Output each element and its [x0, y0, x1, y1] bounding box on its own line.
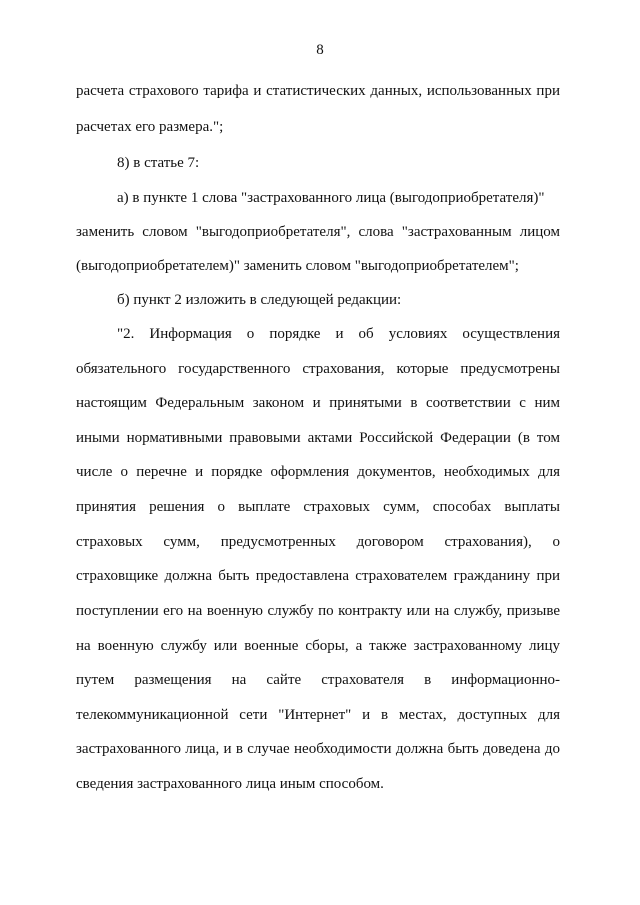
page-number: 8 — [316, 42, 324, 58]
text-line: 8) в статье 7: — [117, 155, 200, 171]
text-line: сведения застрахованного лица иным способом. — [76, 776, 384, 792]
text-line: страховых сумм, предусмотренных договором страхования), о — [76, 534, 560, 550]
text-line: застрахованного лица, и в случае необходимости должна быть доведена до — [76, 741, 560, 757]
text-line: путем размещения на сайте страхователя в информационно- — [76, 672, 560, 688]
text-line: а) в пункте 1 слова "застрахованного лица (выгодоприобретателя)" — [117, 190, 545, 206]
text-line: заменить словом "выгодоприобретателя", слова "застрахованным лицом — [76, 224, 560, 240]
text-line: (выгодоприобретателем)" заменить словом "выгодоприобретателем"; — [76, 258, 519, 274]
text-line: числе о перечне и порядке оформления документов, необходимых для — [76, 464, 560, 480]
text-line: б) пункт 2 изложить в следующей редакции: — [117, 292, 402, 308]
text-line: на военную службу или военные сборы, а также застрахованному лицу — [76, 638, 560, 654]
text-line: поступлении его на военную службу по контракту или на службу, призыве — [76, 603, 560, 619]
text-line: иными нормативными правовыми актами Российской Федерации (в том — [76, 430, 560, 446]
text-line: "2. Информация о порядке и об условиях осуществления — [117, 326, 560, 342]
text-line: настоящим Федеральным законом и принятыми в соответствии с ним — [76, 395, 560, 411]
text-line: расчетах его размера."; — [76, 119, 224, 135]
text-line: страховщике должна быть предоставлена страхователем гражданину при — [76, 568, 560, 584]
text-line: принятия решения о выплате страховых сумм, способах выплаты — [76, 499, 560, 515]
text-line: расчета страхового тарифа и статистических данных, использованных при — [76, 83, 560, 99]
text-line: телекоммуникационной сети "Интернет" и в местах, доступных для — [76, 707, 560, 723]
text-line: обязательного государственного страхования, которые предусмотрены — [76, 361, 560, 377]
